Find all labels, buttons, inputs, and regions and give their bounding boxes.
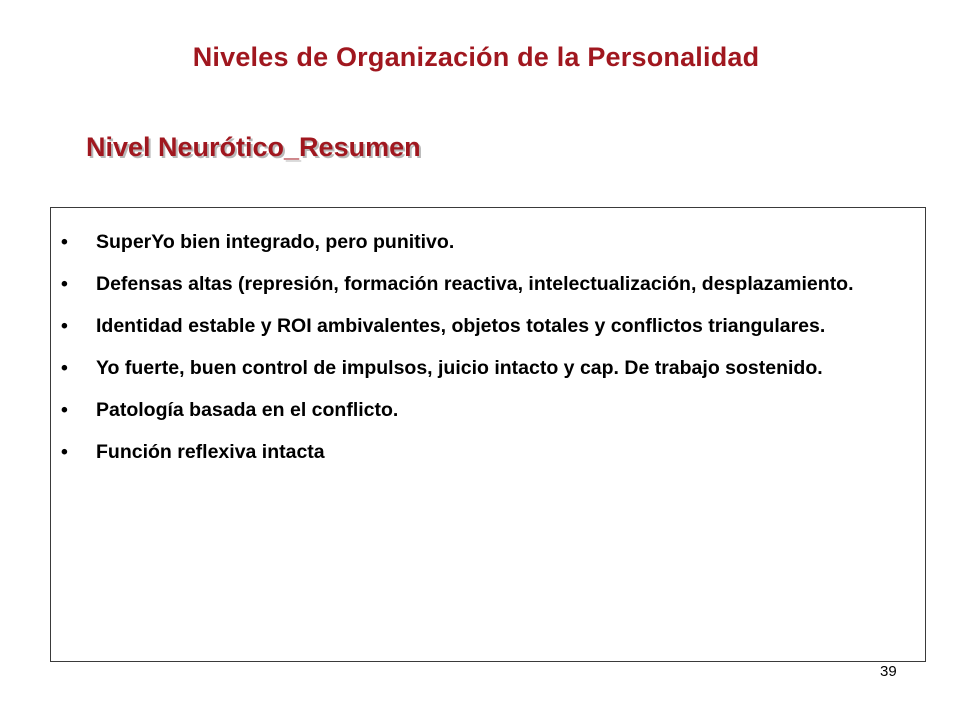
bullet-item: [51, 309, 917, 343]
page-number: 39: [880, 663, 897, 680]
bullet-text: Función reflexiva intacta: [96, 441, 325, 463]
bullet-icon: •: [61, 231, 68, 253]
bullet-icon: •: [61, 399, 68, 421]
bullet-text: Patología basada en el conflicto.: [96, 399, 399, 421]
bullet-item: [51, 267, 917, 301]
bullet-item: [51, 393, 917, 427]
slide-subtitle: Nivel Neurótico_Resumen: [86, 132, 421, 162]
bullet-item: [51, 351, 917, 385]
bullet-item: [51, 435, 917, 469]
bullet-icon: •: [61, 273, 68, 295]
content-box: [50, 207, 926, 662]
bullet-text: Yo fuerte, buen control de impulsos, juicio intacto y cap. De trabajo sostenido.: [96, 357, 823, 379]
bullet-item: [51, 225, 917, 259]
bullet-text: SuperYo bien integrado, pero punitivo.: [96, 231, 455, 253]
slide-title: Niveles de Organización de la Personalidad: [192, 42, 760, 72]
bullet-text: Defensas altas (represión, formación reactiva, intelectualización, desplazamiento.: [96, 273, 854, 295]
bullet-icon: •: [61, 315, 68, 337]
bullet-icon: •: [61, 441, 68, 463]
bullet-list: [51, 225, 917, 477]
bullet-icon: •: [61, 357, 68, 379]
bullet-text: Identidad estable y ROI ambivalentes, objetos totales y conflictos triangulares.: [96, 315, 826, 337]
